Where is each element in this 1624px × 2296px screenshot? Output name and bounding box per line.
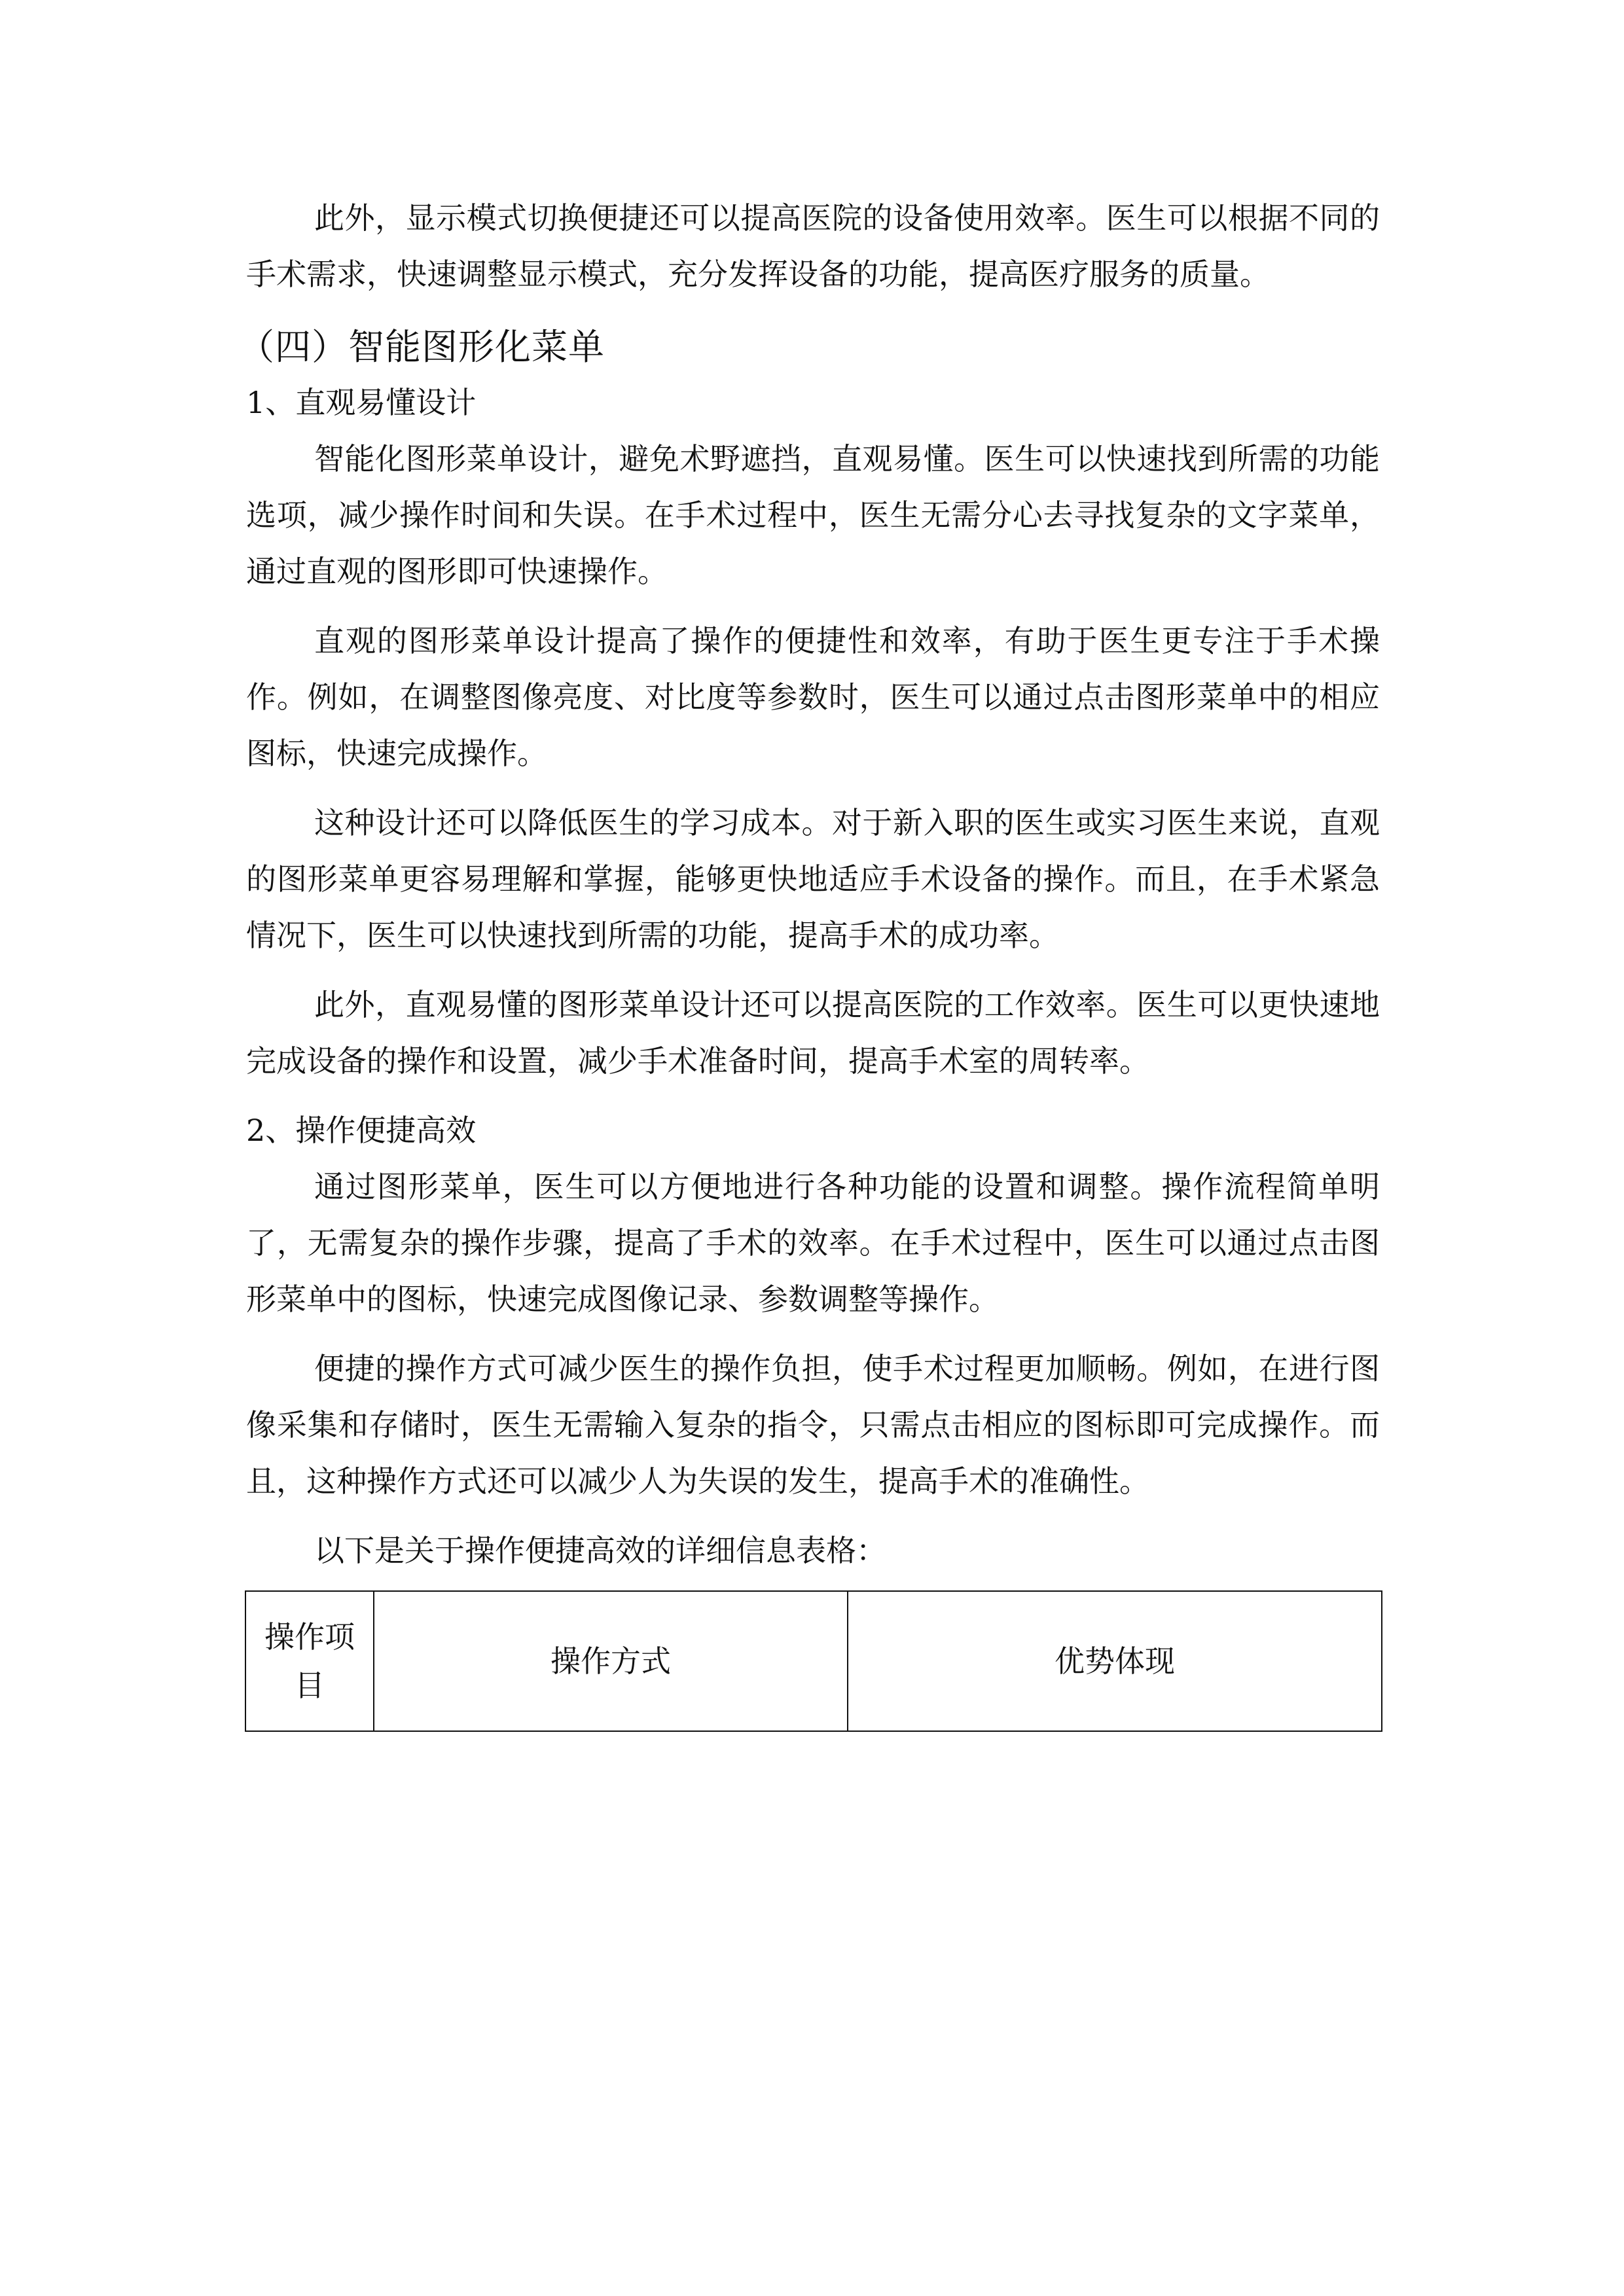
subsection-heading: 1、直观易懂设计	[246, 385, 477, 420]
body-paragraph: 此外，显示模式切换便捷还可以提高医院的设备使用效率。医生可以根据不同的手术需求，快速调整显示模式，充分发挥设备的功能，提高医疗服务的质量。	[246, 200, 1380, 292]
body-paragraph: 通过图形菜单，医生可以方便地进行各种功能的设置和调整。操作流程简单明了，无需复杂的操作步骤，提高了手术的效率。在手术过程中，医生可以通过点击图形菜单中的图标，快速完成图像记录、参数调整等操作。	[246, 1169, 1380, 1317]
table-header-cell: 优势体现	[848, 1591, 1382, 1731]
table-caption: 以下是关于操作便捷高效的详细信息表格：	[314, 1533, 886, 1568]
body-paragraph: 此外，直观易懂的图形菜单设计还可以提高医院的工作效率。医生可以更快速地完成设备的操作和设置，减少手术准备时间，提高手术室的周转率。	[246, 987, 1380, 1079]
body-paragraph: 智能化图形菜单设计，避免术野遮挡，直观易懂。医生可以快速找到所需的功能选项，减少操作时间和失误。在手术过程中，医生无需分心去寻找复杂的文字菜单，通过直观的图形即可快速操作。	[246, 441, 1380, 589]
table-header-row	[245, 1591, 1382, 1731]
body-paragraph: 便捷的操作方式可减少医生的操作负担，使手术过程更加顺畅。例如，在进行图像采集和存储时，医生无需输入复杂的指令，只需点击相应的图标即可完成操作。而且，这种操作方式还可以减少人为失误的发生，提高手术的准确性。	[246, 1351, 1380, 1499]
info-table	[245, 1590, 1382, 1732]
table-header-cell: 操作方式	[374, 1591, 848, 1731]
body-paragraph: 这种设计还可以降低医生的学习成本。对于新入职的医生或实习医生来说，直观的图形菜单更容易理解和掌握，能够更快地适应手术设备的操作。而且，在手术紧急情况下，医生可以快速找到所需的功能，提高手术的成功率。	[246, 805, 1380, 953]
subsection-heading: 2、操作便捷高效	[246, 1113, 477, 1148]
section-heading: （四）智能图形化菜单	[238, 326, 605, 368]
body-paragraph: 直观的图形菜单设计提高了操作的便捷性和效率，有助于医生更专注于手术操作。例如，在调整图像亮度、对比度等参数时，医生可以通过点击图形菜单中的相应图标，快速完成操作。	[246, 623, 1380, 771]
table-header-cell: 操作项目	[245, 1591, 374, 1731]
page-content	[238, 190, 1380, 1732]
